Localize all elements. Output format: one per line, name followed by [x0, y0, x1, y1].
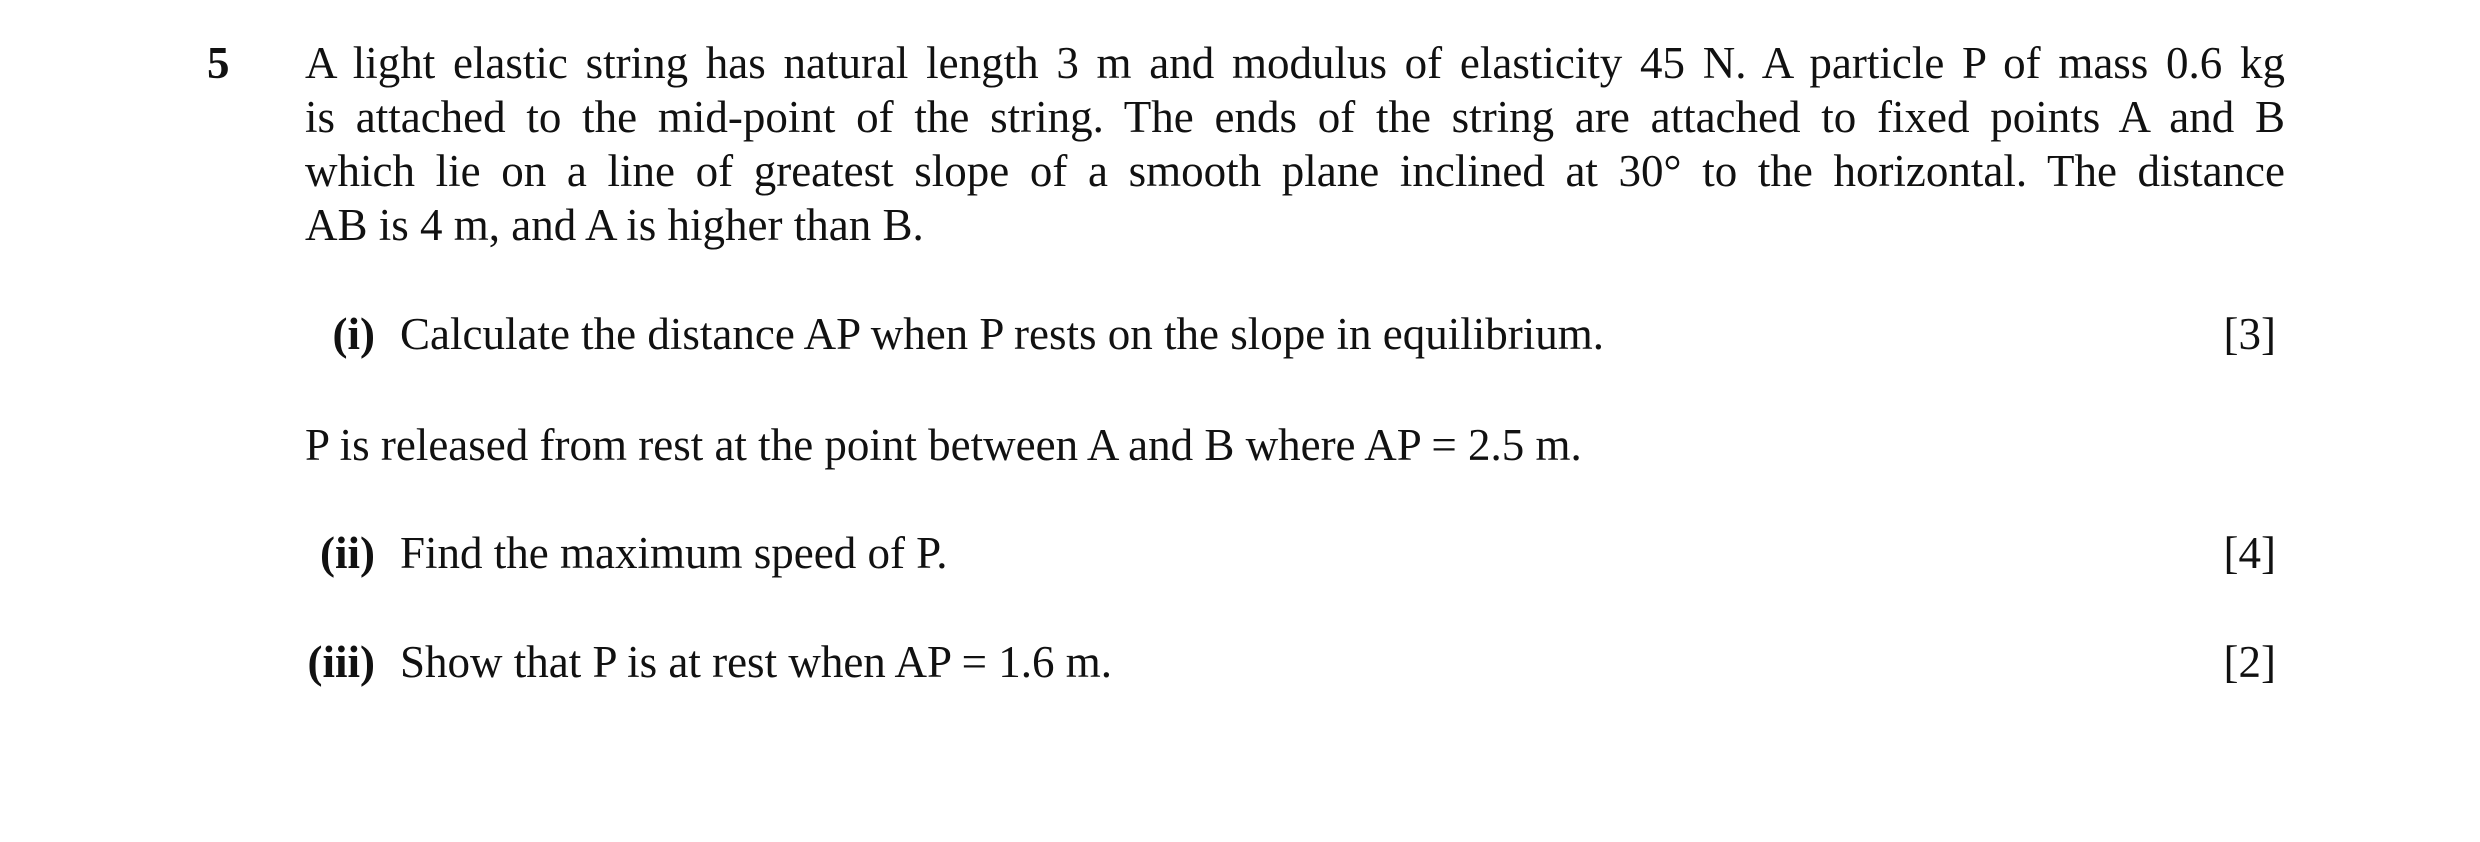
part-label: (iii)	[307, 637, 375, 687]
part-marks: [2]	[2223, 637, 2276, 687]
part-label: (i)	[332, 309, 375, 359]
stem-line: A light elastic string has natural length 3 m and modulus of elasticity 45 N. A particle P of mass 0.6 kg	[305, 38, 2285, 88]
part-text: Calculate the distance AP when P rests on the slope in equilibrium.	[400, 309, 1604, 359]
part-label: (ii)	[320, 528, 375, 578]
stem-line: is attached to the mid-point of the string. The ends of the string are attached to fixed points A and B	[305, 92, 2285, 142]
question-stem	[305, 36, 2285, 252]
part-marks: [3]	[2223, 309, 2276, 359]
part-marks: [4]	[2223, 528, 2276, 578]
intermediate-statement: P is released from rest at the point between A and B where AP = 2.5 m.	[305, 420, 1582, 470]
stem-line: which lie on a line of greatest slope of a smooth plane inclined at 30° to the horizontal. The distance	[305, 146, 2285, 196]
part-text: Find the maximum speed of P.	[400, 528, 948, 578]
part-text: Show that P is at rest when AP = 1.6 m.	[400, 637, 1113, 687]
question-number: 5	[207, 38, 230, 88]
stem-line: AB is 4 m, and A is higher than B.	[305, 200, 924, 250]
